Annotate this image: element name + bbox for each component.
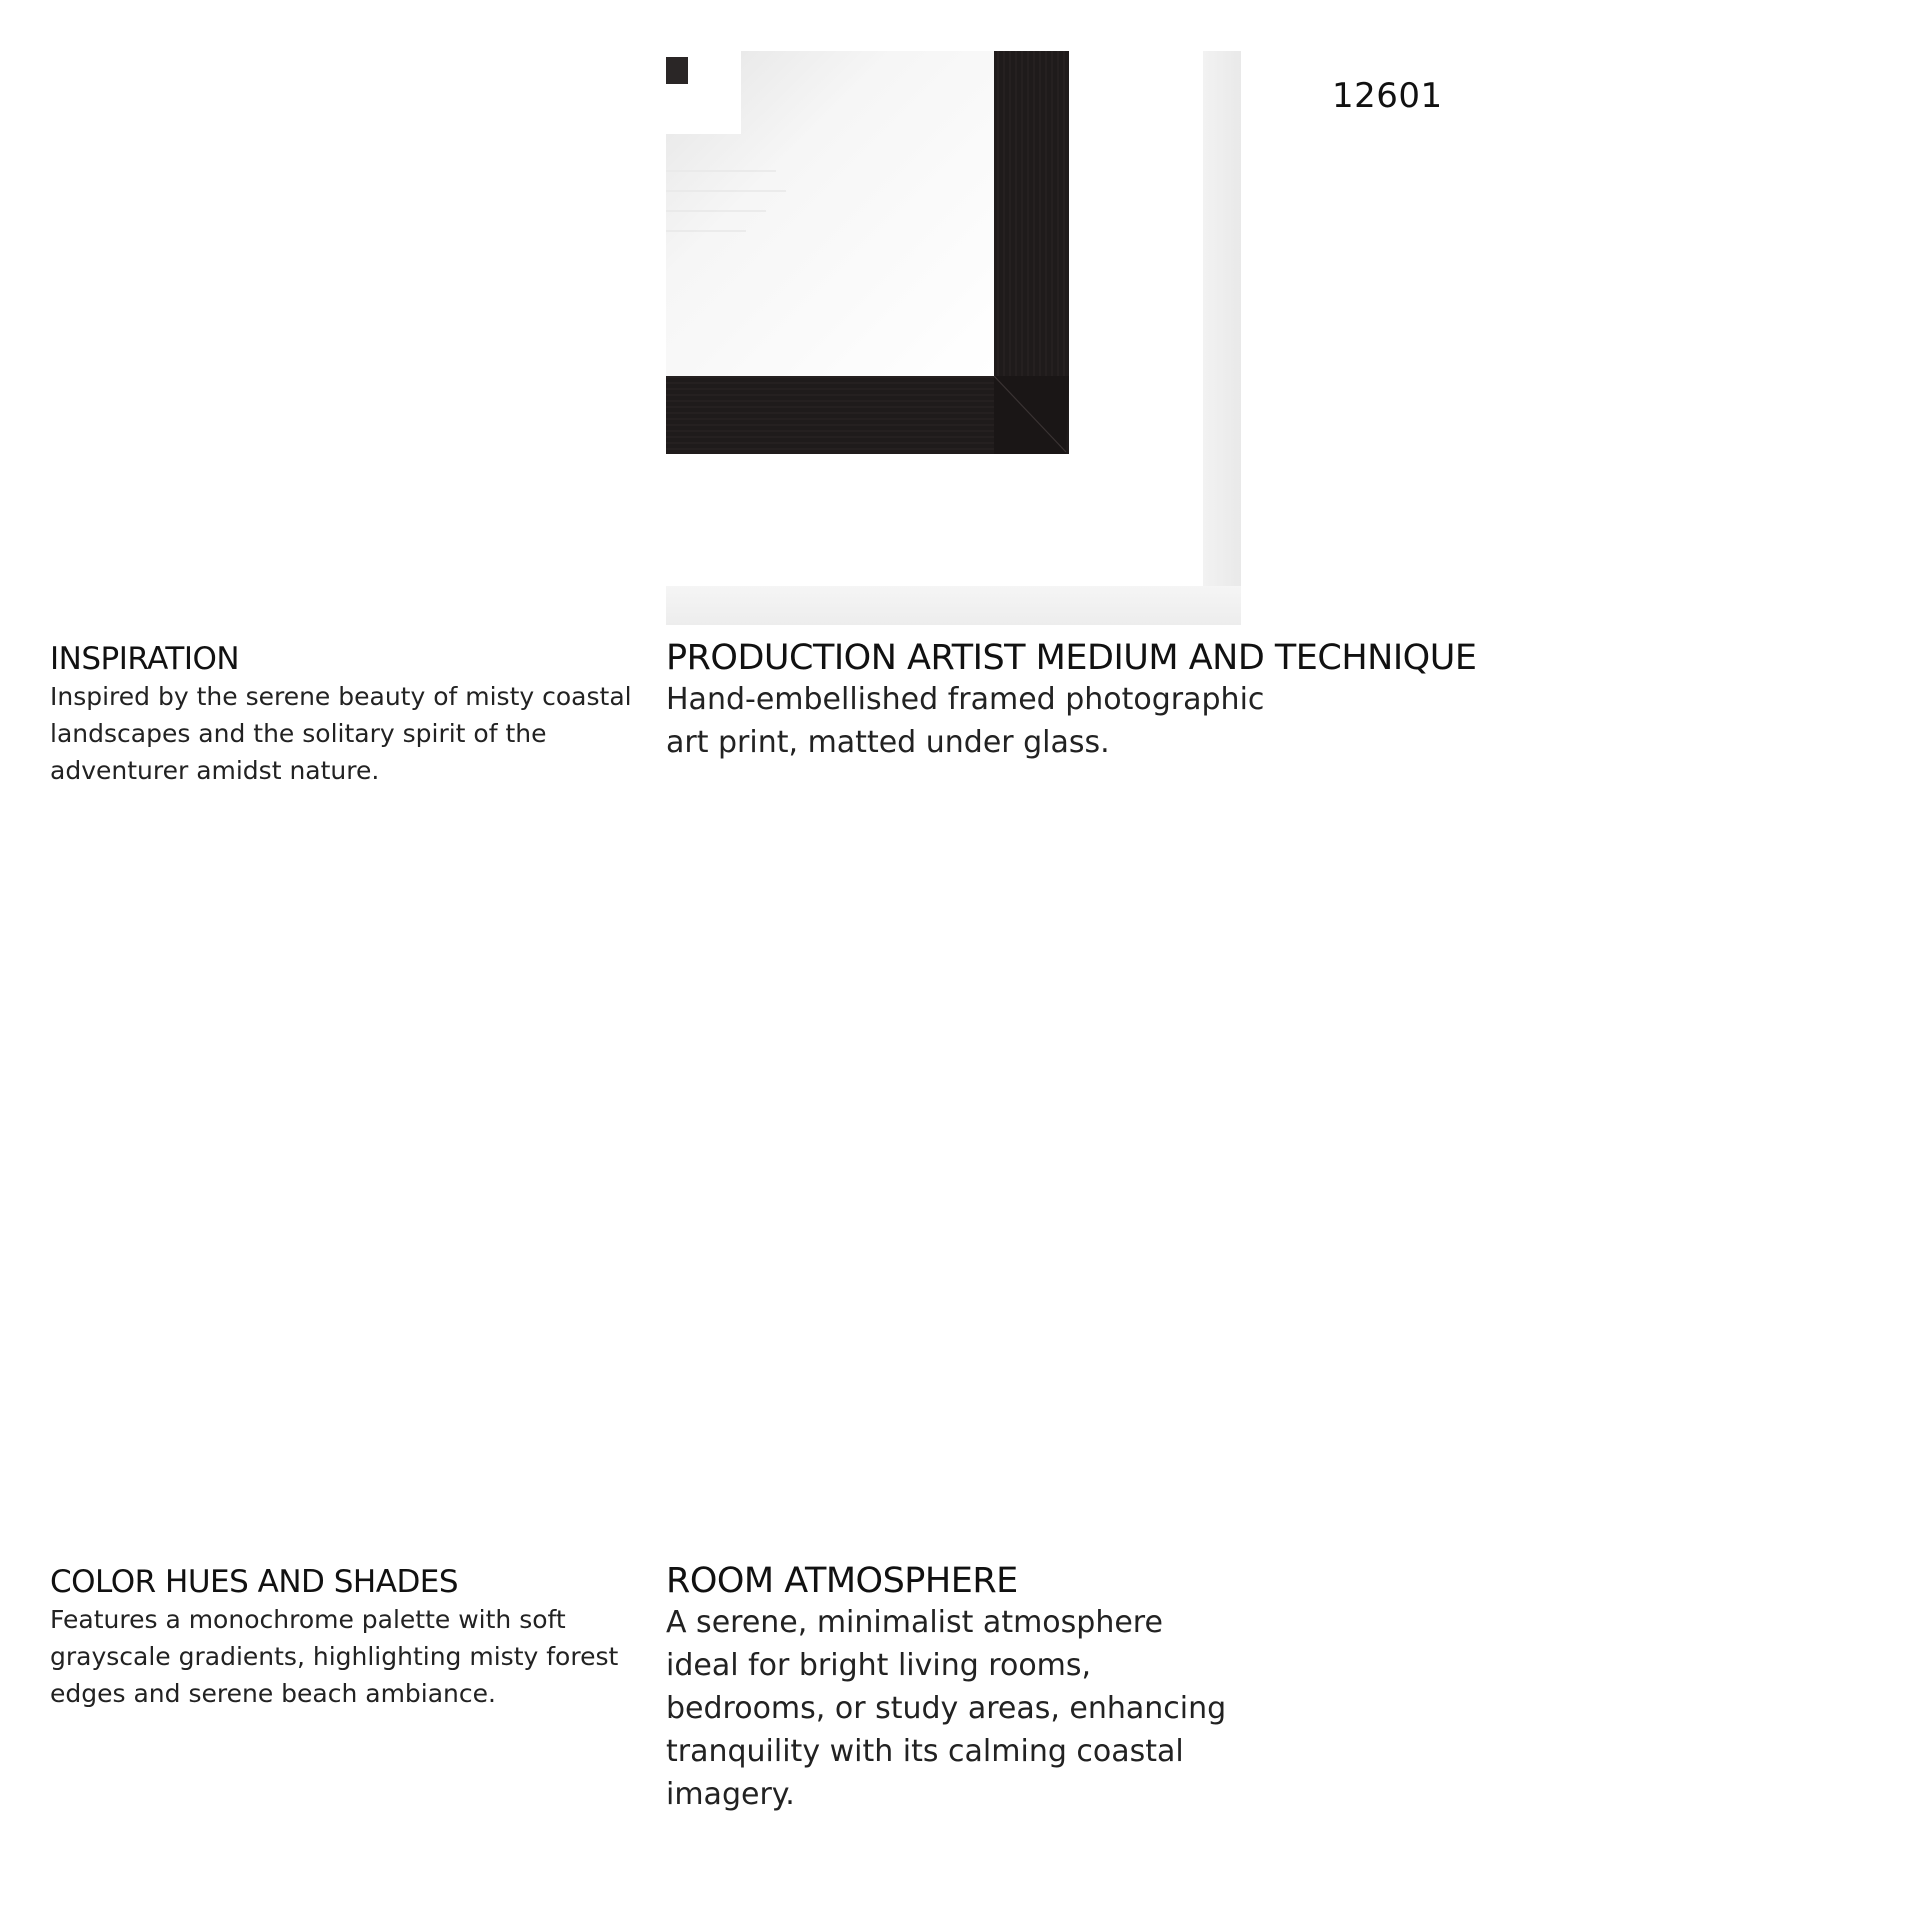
room-atmosphere-text: A serene, minimalist atmosphere ideal for bright living rooms, bedrooms, or study areas, enhancing tranquility with its calming coastal imagery. — [666, 1605, 1227, 1812]
inspiration-section — [50, 640, 640, 789]
production-section — [666, 638, 1546, 764]
production-heading: PRODUCTION ARTIST MEDIUM AND TECHNIQUE — [666, 638, 1477, 678]
room-atmosphere-heading: ROOM ATMOSPHERE — [666, 1561, 1018, 1601]
room-atmosphere-section — [666, 1561, 1546, 1816]
product-photo — [666, 51, 1241, 625]
color-section — [50, 1563, 640, 1712]
color-text: Features a monochrome palette with soft grayscale gradients, highlighting misty forest edges and serene beach ambiance. — [50, 1605, 619, 1708]
color-heading: COLOR HUES AND SHADES — [50, 1564, 459, 1600]
production-text: Hand-embellished framed photographic art print, matted under glass. — [666, 682, 1265, 760]
shadow-bottom — [666, 586, 1241, 625]
inspiration-heading: INSPIRATION — [50, 641, 240, 677]
shadow-right — [1203, 51, 1241, 625]
framed-print-corner-photo — [666, 51, 1241, 625]
inspiration-text: Inspired by the serene beauty of misty coastal landscapes and the solitary spirit of the adventurer amidst nature. — [50, 682, 632, 785]
product-code: 12601 — [1332, 76, 1443, 116]
